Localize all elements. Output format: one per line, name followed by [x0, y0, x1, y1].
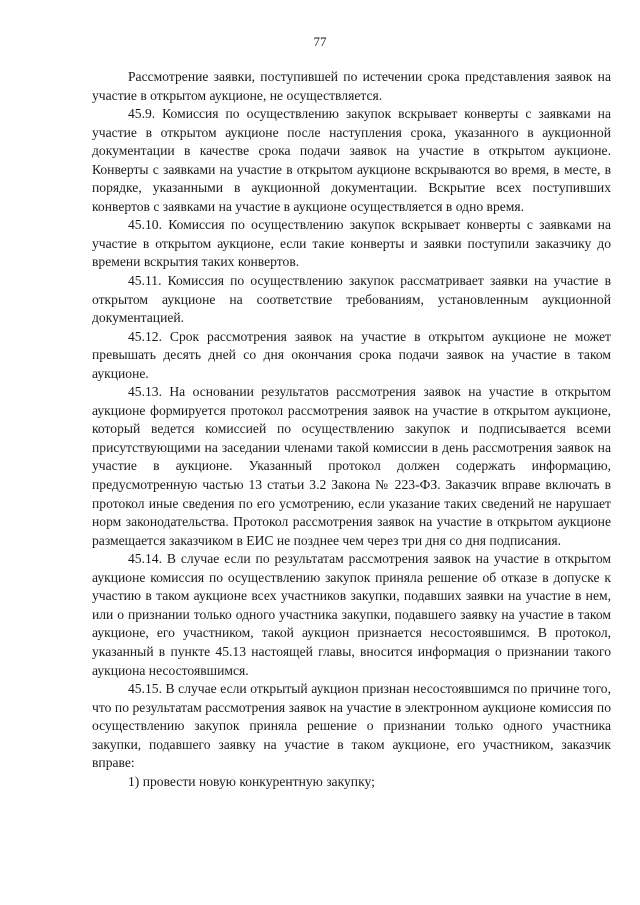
paragraph-45-10: 45.10. Комиссия по осуществлению закупок вскрывает конверты с заявками на участие в открытом аукционе, если такие конверты и заявки поступили заказчику до времени вскрытия таких конвертов.	[92, 217, 611, 270]
paragraph-continued: Рассмотрение заявки, поступившей по истечении срока представления заявок на участие в открытом аукционе, не осуществляется.	[92, 69, 611, 103]
paragraph-45-15: 45.15. В случае если открытый аукцион признан несостоявшимся по причине того, что по результатам рассмотрения заявок на участие в электронном аукционе комиссия по осуществлению закупок приняла решение о признании только одного участника закупки, подавшего заявку на участие в таком аукционе, его участником, заказчик вправе:	[92, 681, 611, 771]
paragraph-45-15-item-1: 1) провести новую конкурентную закупку;	[128, 773, 375, 789]
paragraph-45-14: 45.14. В случае если по результатам рассмотрения заявок на участие в открытом аукционе комиссия по осуществлению закупок приняла решение об отказе в допуске к участию в таком аукционе всех участников закупки, подавших заявки на участие в нем, или о признании только одного участника закупки, подавшего заявку на участие в таком аукционе, его участником, такой аукцион признается несостоявшимся. В протокол, указанный в пункте 45.13 настоящей главы, вносится информация о признании такого аукциона несостоявшимся.	[92, 551, 611, 678]
document-body	[92, 68, 611, 791]
page-number: 77	[313, 34, 327, 49]
paragraph-45-9: 45.9. Комиссия по осуществлению закупок вскрывает конверты с заявками на участие в открытом аукционе после наступления срока, указанного в аукционной документации в качестве срока подачи заявок на участие в открытом аукционе. Конверты с заявками на участие в открытом аукционе вскрываются во время, в месте, в порядке, указанными в аукционной документации. Вскрытие всех поступивших конвертов с заявками на участие в аукционе осуществляется в одно время.	[92, 106, 611, 214]
paragraph-45-12: 45.12. Срок рассмотрения заявок на участие в открытом аукционе не может превышать десять дней со дня окончания срока подачи заявок на участие в таком аукционе.	[92, 328, 611, 381]
paragraph-45-13: 45.13. На основании результатов рассмотрения заявок на участие в открытом аукционе формируется протокол рассмотрения заявок на участие в открытом аукционе, который ведется комиссией по осуществлению закупок и подписывается всеми присутствующими на заседании членами такой комиссии в день рассмотрения заявок на участие в аукционе. Указанный протокол должен содержать информацию, предусмотренную частью 13 статьи 3.2 Закона № 223-ФЗ. Заказчик вправе включать в протокол иные сведения по его усмотрению, если указание таких сведений не нарушает норм законодательства. Протокол рассмотрения заявок на участие в открытом аукционе размещается заказчиком в ЕИС не позднее чем через три дня со дня подписания.	[92, 384, 611, 548]
paragraph-45-11: 45.11. Комиссия по осуществлению закупок рассматривает заявки на участие в открытом аукционе на соответствие требованиям, установленным аукционной документацией.	[92, 273, 611, 326]
